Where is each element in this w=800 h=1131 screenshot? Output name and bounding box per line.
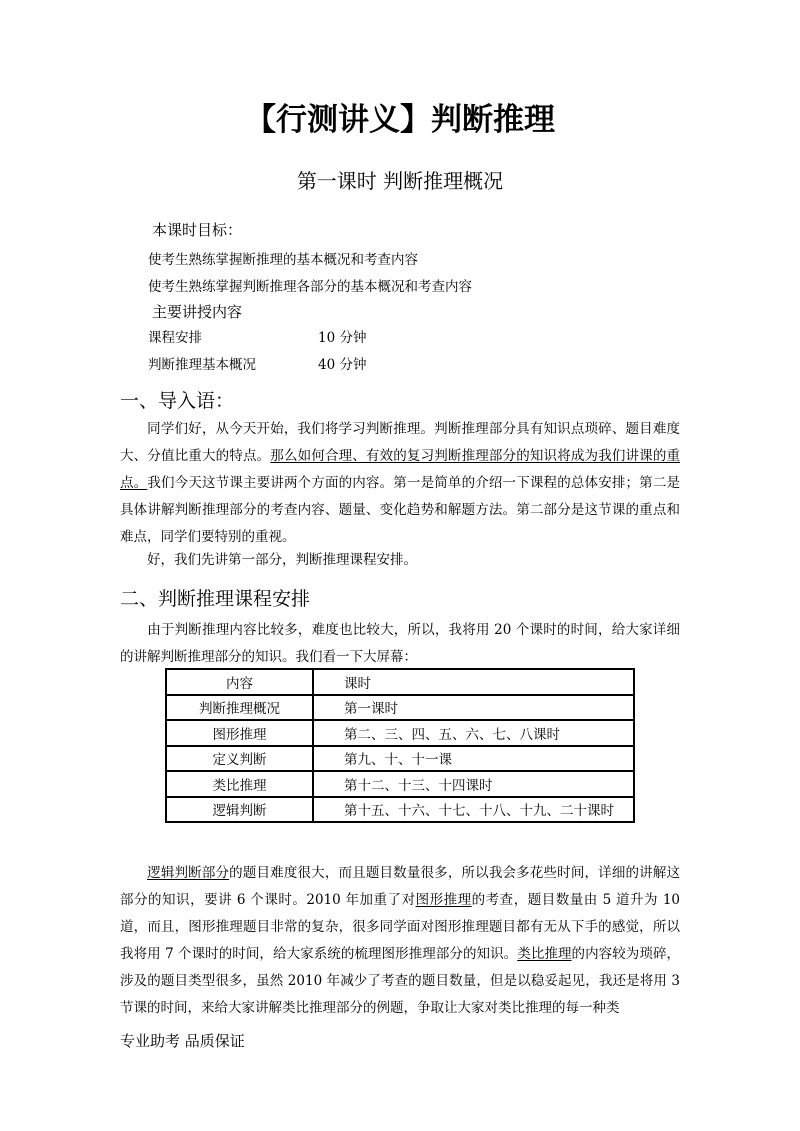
transition-text: 好，我们先讲第一部分，判断推理课程安排。 [147, 552, 417, 568]
section-heading-schedule: 二、判断推理课程安排 [120, 588, 311, 610]
table-row [166, 797, 634, 823]
intro-paragraph [120, 416, 680, 551]
table-header-row [166, 669, 634, 695]
schedule-intro-paragraph [120, 617, 680, 671]
objectives-label: 本课时目标： [152, 221, 243, 239]
logic-judgment-term: 逻辑判断部分 [147, 865, 230, 881]
intro-underlined-text: 那么如何合理、有效的复习判断推理部分的知识将成为我们讲课的重点。 [120, 448, 681, 491]
table-row [166, 771, 634, 797]
content-item-time: 10 分钟 [318, 330, 367, 346]
table-cell: 类比推理 [166, 771, 313, 797]
schedule-table [165, 668, 635, 823]
schedule-body-paragraph [120, 860, 680, 1022]
table-cell: 图形推理 [166, 720, 313, 746]
intro-text: 同学们好，从今天开始，我们将学习判断推理。判断推理部分具有知识点琐碎、题目难度大、分值比重大的特点。 [120, 421, 680, 464]
table-cell: 逻辑判断 [166, 797, 313, 823]
content-item-name: 判断推理基本概况 [148, 357, 256, 373]
table-row [166, 695, 634, 721]
body-text: 的内容较为琐碎，涉及的题目类型很多，虽然 2010 年减少了考查的题目数量，但是以稳妥起见，我还是将用 3 节课的时间，来给大家讲解类比推理部分的例题，争取让大家对类比推理的每一种类 [120, 946, 681, 1016]
document-title: 【行测讲义】判断推理 [245, 102, 555, 138]
objective-item: 使考生熟练掌握断推理的基本概况和考查内容 [148, 252, 418, 268]
table-cell: 第十二、十三、十四课时 [313, 771, 634, 797]
table-row [166, 746, 634, 772]
table-cell: 第十五、十六、十七、十八、十九、二十课时 [313, 797, 634, 823]
table-cell: 第二、三、四、五、六、七、八课时 [313, 720, 634, 746]
page-footer: 专业助考 品质保证 [120, 1032, 245, 1050]
intro-text-rest: 我们今天这节课主要讲两个方面的内容。第一是简单的介绍一下课程的总体安排；第二是具体讲解判断推理部分的考查内容、题量、变化趋势和解题方法。第二部分是这节课的重点和难点，同学们要特别的重视。 [120, 475, 681, 545]
analogy-reasoning-term: 类比推理 [517, 946, 572, 962]
figure-reasoning-term: 图形推理 [415, 892, 472, 908]
section-heading-intro: 一、导入语： [120, 390, 235, 412]
table-header-cell: 内容 [166, 669, 313, 695]
transition-paragraph [120, 547, 680, 574]
table-cell: 定义判断 [166, 746, 313, 772]
objective-item: 使考生熟练掌握判断推理各部分的基本概况和考查内容 [148, 279, 472, 295]
body-text: 的考查，题目数量由 5 道升为 10 道，而且，图形推理题目非常的复杂，很多同学面对图形推理题目都有无从下手的感觉，所以我将用 7 个课时的时间，给大家系统的梳理图形推理部分的知识。 [120, 892, 680, 962]
lesson-subtitle: 第一课时 判断推理概况 [296, 169, 504, 193]
schedule-intro-text: 由于判断推理内容比较多，难度也比较大，所以，我将用 20 个课时的时间，给大家详细的讲解判断推理部分的知识。我们看一下大屏幕： [120, 622, 680, 665]
main-content-label: 主要讲授内容 [152, 303, 243, 321]
table-header-cell: 课时 [313, 669, 634, 695]
table-cell: 判断推理概况 [166, 695, 313, 721]
table-cell: 第九、十、十一课 [313, 746, 634, 772]
content-item-name: 课程安排 [148, 330, 202, 346]
table-row [166, 720, 634, 746]
content-item-time: 40 分钟 [318, 357, 367, 373]
body-text: 的题目难度很大，而且题目数量很多，所以我会多花些时间，详细的讲解这部分的知识，要讲 6 个课时。2010 年加重了对 [120, 865, 681, 908]
table-cell: 第一课时 [313, 695, 634, 721]
